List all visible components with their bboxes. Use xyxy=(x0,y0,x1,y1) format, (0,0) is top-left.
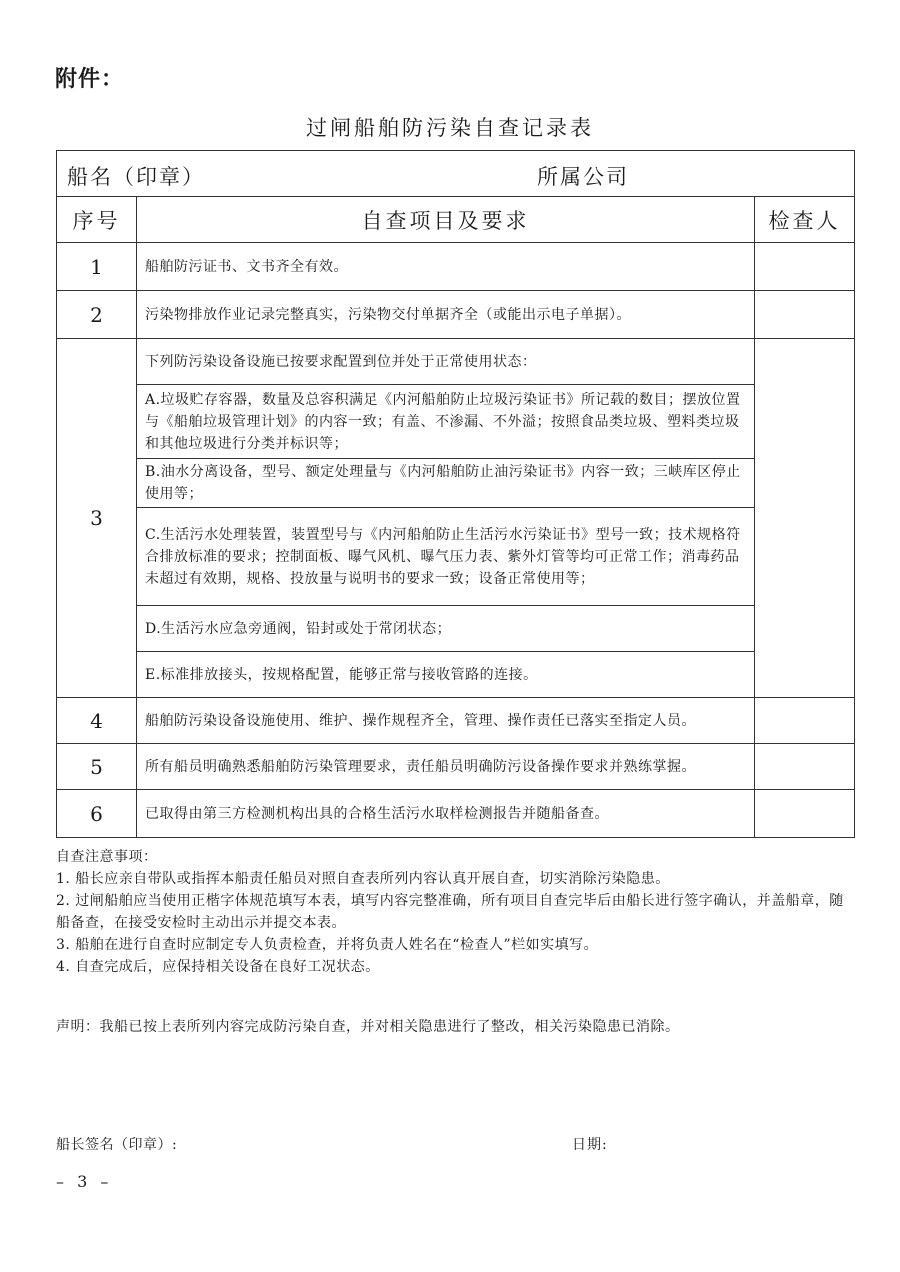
row-seq: 3 xyxy=(57,339,137,698)
row-seq: 2 xyxy=(57,291,137,339)
captain-signature-label: 船长签名（印章）: xyxy=(56,1137,178,1153)
table-row xyxy=(57,744,855,790)
ship-name-label: 船名（印章） xyxy=(67,165,205,189)
form-title: 过闸船舶防污染自查记录表 xyxy=(306,116,594,140)
row-seq: 1 xyxy=(57,243,137,291)
ship-info-row xyxy=(57,151,855,197)
sub-item-e: E.标准排放接头，按规格配置，能够正常与接收管路的连接。 xyxy=(137,652,755,698)
sub-item-row xyxy=(57,508,855,606)
inspector-cell[interactable] xyxy=(755,339,855,698)
inspector-cell[interactable] xyxy=(755,744,855,790)
date-label: 日期: xyxy=(572,1137,608,1153)
notes-section xyxy=(56,846,856,978)
note-item: 2. 过闸船舶应当使用正楷字体规范填写本表，填写内容完整准确，所有项目自查完毕后由船长进行签字确认，并盖船章，随船备查，在接受安检时主动出示并提交本表。 xyxy=(56,893,844,931)
row-intro: 下列防污染设备设施已按要求配置到位并处于正常使用状态： xyxy=(137,339,755,385)
col-header-seq: 序号 xyxy=(57,197,137,243)
table-row xyxy=(57,291,855,339)
row-text: 船舶防污染设备设施使用、维护、操作规程齐全，管理、操作责任已落实至指定人员。 xyxy=(137,698,755,744)
sub-item-row xyxy=(57,385,855,459)
table-row xyxy=(57,243,855,291)
ship-info-cell[interactable] xyxy=(57,151,855,197)
sub-item-row xyxy=(57,459,855,508)
sub-item-d: D.生活污水应急旁通阀，铅封或处于常闭状态； xyxy=(137,606,755,652)
table-row xyxy=(57,790,855,838)
inspection-table xyxy=(56,150,855,838)
table-row xyxy=(57,698,855,744)
note-item: 3. 船舶在进行自查时应制定专人负责检查，并将负责人姓名在“检查人”栏如实填写。 xyxy=(56,937,599,953)
company-label: 所属公司 xyxy=(537,165,629,189)
inspector-cell[interactable] xyxy=(755,291,855,339)
row-text: 污染物排放作业记录完整真实，污染物交付单据齐全（或能出示电子单据）。 xyxy=(137,291,755,339)
row-text: 船舶防污证书、文书齐全有效。 xyxy=(137,243,755,291)
inspector-cell[interactable] xyxy=(755,698,855,744)
row-seq: 6 xyxy=(57,790,137,838)
row-seq: 5 xyxy=(57,744,137,790)
column-header-row xyxy=(57,197,855,243)
table-row xyxy=(57,339,855,385)
row-text: 所有船员明确熟悉船舶防污染管理要求，责任船员明确防污设备操作要求并熟练掌握。 xyxy=(137,744,755,790)
row-text: 已取得由第三方检测机构出具的合格生活污水取样检测报告并随船备查。 xyxy=(137,790,755,838)
attachment-label: 附件： xyxy=(55,67,125,92)
row-seq: 4 xyxy=(57,698,137,744)
sub-item-row xyxy=(57,652,855,698)
inspector-cell[interactable] xyxy=(755,790,855,838)
sub-item-c: C.生活污水处理装置，装置型号与《内河船舶防止生活污水污染证书》型号一致；技术规格符合排放标准的要求；控制面板、曝气风机、曝气压力表、紫外灯管等均可正常工作；消毒药品未超过有效期，规格、投放量与说明书的要求一致；设备正常使用等； xyxy=(137,508,755,606)
inspector-cell[interactable] xyxy=(755,243,855,291)
col-header-inspector: 检查人 xyxy=(755,197,855,243)
declaration-text: 声明：我船已按上表所列内容完成防污染自查，并对相关隐患进行了整改，相关污染隐患已消除。 xyxy=(56,1019,680,1035)
page-number: – 3 – xyxy=(56,1172,113,1191)
sub-item-row xyxy=(57,606,855,652)
sub-item-b: B.油水分离设备，型号、额定处理量与《内河船舶防止油污染证书》内容一致；三峡库区停止使用等； xyxy=(137,459,755,508)
col-header-items: 自查项目及要求 xyxy=(137,197,755,243)
note-item: 4. 自查完成后，应保持相关设备在良好工况状态。 xyxy=(56,959,380,975)
note-item: 1. 船长应亲自带队或指挥本船责任船员对照自查表所列内容认真开展自查，切实消除污染隐患。 xyxy=(56,871,670,887)
notes-heading: 自查注意事项： xyxy=(56,849,158,865)
sub-item-a: A.垃圾贮存容器，数量及总容积满足《内河船舶防止垃圾污染证书》所记载的数目；摆放位置与《船舶垃圾管理计划》的内容一致；有盖、不渗漏、不外溢；按照食品类垃圾、塑料类垃圾和其他垃圾进行分类并标识等； xyxy=(137,385,755,459)
